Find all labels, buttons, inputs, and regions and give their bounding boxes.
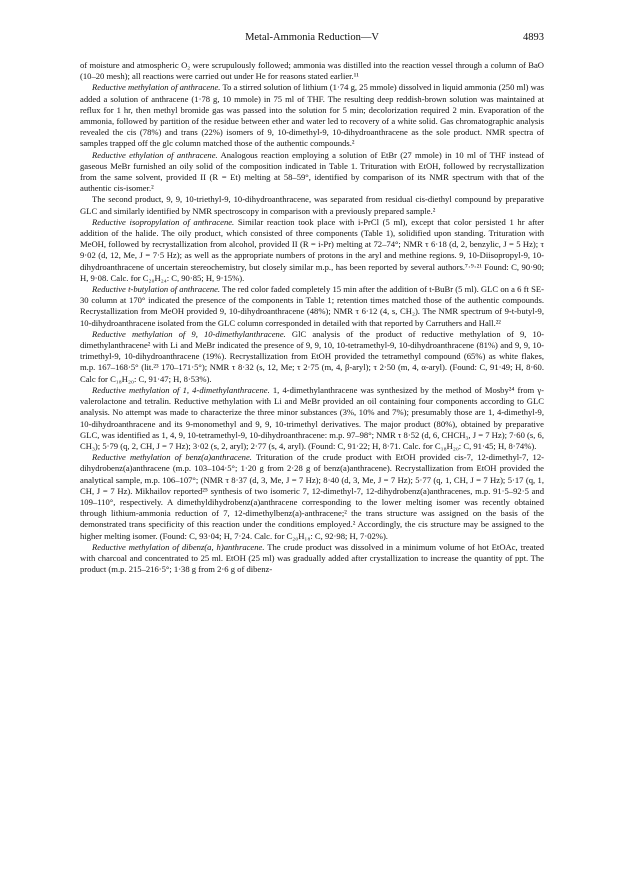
paragraph-methylation-anthracene (80, 82, 544, 149)
paragraph-text: The crude product was dissolved in a minimum volume of hot EtOAc, treated with charcoal and concentrated to 25 ml. EtOH (25 ml) was gradually added after crystallization to increase the quantity of ppt. The product (m.p. 215–216·5°; 1·38 g from 2·6 g of dibenz- (80, 541, 544, 575)
paragraph-heading: Reductive methylation of 1, 4-dimethylanthracene. (92, 384, 270, 395)
paragraph-text: of moisture and atmospheric O₂ were scrupulously followed; ammonia was distilled into the reaction vessel through a column of BaO (10–20 mesh); all reactions were carried out under He for reasons stated earlier.¹¹ (80, 60, 544, 82)
paragraph-heading: Reductive ethylation of anthracene. (92, 149, 218, 160)
paragraph-heading: Reductive methylation of 9, 10-dimethylanthracene. (92, 328, 286, 339)
paragraph-t-butylation-anthracene (80, 284, 544, 329)
paragraph-text: Similar reaction took place with i-PrCl (5 ml), except that color persisted 1 hr after addition of the halide. The oily product, which consisted of three components (Table 1), solidified upon standing. Trituration with MeOH, followed by recrystallization from alcohol, provided II (R = i-Pr) melting at 72–74°; NMR τ 6·18 (d, 2, benzylic, J = 5 Hz); τ 9·02 (d, 12, Me, J = 7·5 Hz); as well as the appropriate numbers of protons in the aryl and methine regions. 9, 10-Diisopropyl-9, 10-dihydroanthracene of uncertain stereochemistry, but closely similar m.p., has been reported by several authors.⁷·⁹·²¹ Found: C, 90·90; H, 9·08. Calc. for C₂₀H₂₄: C, 90·85; H, 9·15%). (80, 216, 544, 283)
paragraph-isopropylation-anthracene (80, 217, 544, 284)
paragraph-text: Analogous reaction employing a solution of EtBr (27 mmole) in 10 ml of THF instead of gaseous MeBr furnished an oily solid of the composition indicated in Table 1. Trituration with EtOH, followed by recrystallization from the same solvent, provided II (R = Et) melting at 58–59°, identified by comparison of its NMR spectrum with that of the authentic cis-isomer.² (80, 149, 544, 194)
paragraph-triethyl-product (80, 194, 544, 216)
paragraph-text: The second product, 9, 9, 10-triethyl-9, 10-dihydroanthracene, was separated from residual cis-diethyl compound by preparative GLC and similarly identified by NMR spectroscopy in comparison with a previously prepared sample.² (80, 194, 544, 216)
paragraph-heading: Reductive methylation of anthracene. (92, 82, 221, 93)
paragraph-methylation-benzanthracene (80, 452, 544, 542)
paragraph-text: 1, 4-dimethylanthracene was synthesized by the method of Mosby²⁴ from γ-valerolactone and tetralin. Reductive methylation with Li and MeBr provided an oil containing four components according to GLC analysis. No attempt was made to characterize the three minor substances (3%, 10% and 7%); presumably those are 1, 4-dimethyl-9, 10-dihydroanthracene and its 9-monomethyl and 9, 9, 10-trimethyl derivatives. The major product (80%), obtained by preparative GLC, was identified as 1, 4, 9, 10-tetramethyl-9, 10-dihydroanthracene: m.p. 97–98°; NMR τ 8·52 (d, 6, CHCH₃, J = 7 Hz); 7·60 (s, 6, CH₃); 5·79 (q, 2, CH, J = 7 Hz); 3·02 (s, 2, aryl); 2·77 (s, 4, aryl). (Found: C, 91·22; H, 8·71. Calc. for C₁₈H₂₀: C, 91·45; H, 8·74%). (80, 384, 544, 451)
running-title: Metal-Ammonia Reduction—V (245, 32, 379, 43)
paragraph-methylation-dibenzanthracene (80, 542, 544, 576)
paragraph-text: GlC analysis of the product of reductive methylation of 9, 10-dimethylanthracene² with Li and MeBr indicated the presence of 9, 9, 10, 10-tetramethyl-9, 10-dihydroanthracene (81%) and 9, 9, 10-trimethyl-9, 10-dihydroanthracene (19%). Recrystallization from EtOH provided the tetramethyl compound (65%) as white flakes, m.p. 167–168·5° (lit.²³ 170–171·5°); NMR τ 8·32 (s, 12, Me; τ 2·75 (m, 4, β-aryl); τ 2·50 (m, 4, α-aryl). (Found: C, 91·49; H, 8·60. Calc for C₁₈H₂₀: C, 91·47; H, 8·53%). (80, 328, 544, 384)
paragraph-methylation-1-4-dimethylanthracene (80, 385, 544, 452)
paragraph-heading: Reductive methylation of dibenz(a, h)anthracene. (92, 541, 265, 552)
paragraph-heading: Reductive isopropylation of anthracene. (92, 216, 235, 227)
paragraph-text: To a stirred solution of lithium (1·74 g, 25 mmole) dissolved in liquid ammonia (250 ml) was added a solution of anthracene (1·78 g, 10 mmole) in 75 ml of THF. The resulting deep reddish-brown solution was maintained at reflux for 1 hr, then methyl bromide gas was passed into the solution for 5 min; decolorization required 2 min. Evaporation of the ammonia, followed by partition of the residue between ether and water led to recovery of a white solid. Gas chromatographic analysis revealed the cis (78%) and trans (22%) isomers of 9, 10-dimethyl-9, 10-dihydroanthracene as the sole product. NMR spectra of samples trapped off the glc column matched those of the authentic compounds.² (80, 82, 545, 149)
running-head (80, 32, 544, 46)
paragraph-continuation (80, 60, 544, 82)
paragraph-heading: Reductive t-butylation of anthracene. (92, 284, 221, 295)
paragraph-ethylation-anthracene (80, 150, 544, 195)
body-text (80, 60, 544, 575)
paragraph-heading: Reductive methylation of benz(a)anthracene. (92, 452, 252, 463)
paragraph-text: The red color faded completely 15 min after the addition of t-BuBr (5 ml). GLC on a 6 ft SE-30 column at 170° indicated the presence of the components in Table 1; retention times matched those of the authentic compounds. Recrystallization from MeOH provided 9, 10-dihydroanthracene (48%); NMR τ 6·12 (4, s, CH₂). The NMR spectrum of 9-t-butyl-9, 10-dihydroanthracene isolated from the GLC column corresponded in detailed with that reported by Carruthers and Hall.²² (80, 284, 545, 328)
paragraph-methylation-dimethylanthracene (80, 329, 544, 385)
paragraph-text: Trituration of the crude product with EtOH provided cis-7, 12-dimethyl-7, 12-dihydrobenz(a)anthracene (m.p. 103–104·5°; 1·20 g from 2·28 g of benz(a)anthracene). Recrystallization from EtOH provided the analytical sample, m.p. 106–107°; (NMR τ 8·37 (d, 3, Me, J = 7 Hz); 8·40 (d, 3, Me, J = 7 Hz); 5·77 (q, 1, CH, J = 7 Hz); 5·17 (q, 1, CH, J = 7 Hz). Mikhailov reported²⁵ synthesis of two isomeric 7, 12-dimethyl-7, 12-dihydrobenz(a)anthracenes, m.p. 91·5–92·5 and 109–110°, respectively. A dimethyldihydrobenz(a)anthracene corresponding to the lower melting isomer was recently obtained through lithium-ammonia reduction of 7, 12-dimethylbenz(a)-anthracene;² the trans structure was assigned on the basis of the demonstrated trans specificity of this reaction under the conditions employed.² Accordingly, the cis structure may be assigned to the higher melting isomer. (Found: C, 93·04; H, 7·24. Calc. for C₂₀H₁₈: C, 92·98; H, 7·02%). (80, 452, 544, 541)
page-number: 4893 (523, 32, 544, 43)
